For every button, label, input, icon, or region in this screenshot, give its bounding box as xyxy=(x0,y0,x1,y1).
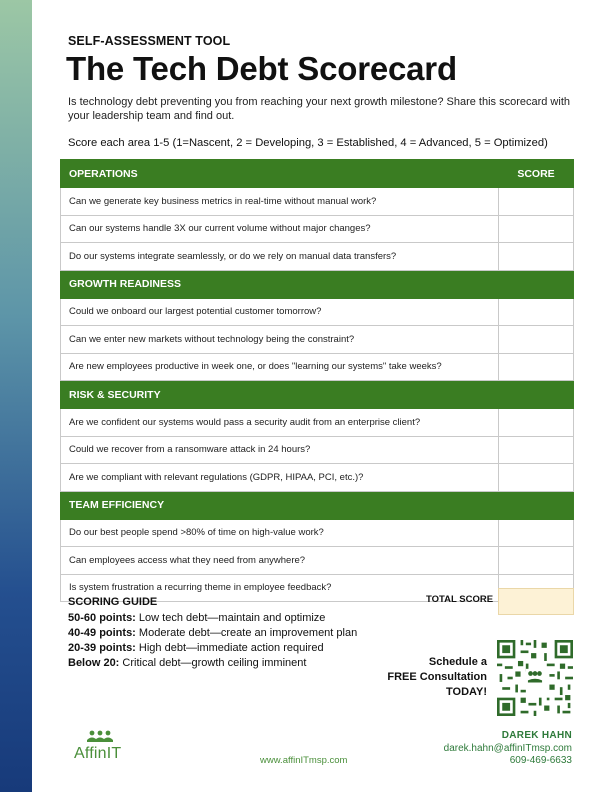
decorative-side-bar xyxy=(0,0,32,792)
score-range: 20-39 points: xyxy=(68,642,136,654)
section-title: GROWTH READINESS xyxy=(61,270,574,298)
section-header-risk-security xyxy=(61,381,574,409)
cta-line: FREE Consultation xyxy=(387,671,487,683)
question-text: Can we enter new markets without technology being the constraint? xyxy=(61,326,499,354)
score-input-cell[interactable] xyxy=(499,353,574,381)
logo-text: AffinIT xyxy=(74,745,122,762)
score-input-cell[interactable] xyxy=(499,215,574,243)
score-input-cell[interactable] xyxy=(499,409,574,437)
question-text: Could we recover from a ransomware attack in 24 hours? xyxy=(61,436,499,464)
scorecard-table xyxy=(60,159,574,602)
score-description: Moderate debt—create an improvement plan xyxy=(138,627,358,639)
section-title: TEAM EFFICIENCY xyxy=(61,491,574,519)
scoring-guide-item xyxy=(68,611,357,626)
question-text: Can employees access what they need from anywhere? xyxy=(61,547,499,575)
total-score-box[interactable] xyxy=(498,588,574,615)
score-range: 40-49 points: xyxy=(68,627,136,639)
table-row xyxy=(61,188,574,216)
cta-line: TODAY! xyxy=(446,686,487,698)
section-header-growth-readiness xyxy=(61,270,574,298)
table-row xyxy=(61,353,574,381)
table-row xyxy=(61,519,574,547)
score-input-cell[interactable] xyxy=(499,243,574,271)
contact-email[interactable]: darek.hahn@affinITmsp.com xyxy=(443,742,572,754)
question-text: Could we onboard our largest potential customer tomorrow? xyxy=(61,298,499,326)
score-input-cell[interactable] xyxy=(499,188,574,216)
score-description: High debt—immediate action required xyxy=(138,642,324,654)
score-input-cell[interactable] xyxy=(499,464,574,492)
table-row xyxy=(61,298,574,326)
score-input-cell[interactable] xyxy=(499,326,574,354)
scoring-instructions: Score each area 1-5 (1=Nascent, 2 = Developing, 3 = Established, 4 = Advanced, 5 = Optimized) xyxy=(68,137,548,149)
table-row xyxy=(61,243,574,271)
question-text: Are new employees productive in week one, or does "learning our systems" take weeks? xyxy=(61,353,499,381)
kicker: SELF-ASSESSMENT TOOL xyxy=(68,34,231,48)
score-range: 50-60 points: xyxy=(68,612,136,624)
question-text: Can we generate key business metrics in real-time without manual work? xyxy=(61,188,499,216)
question-text: Do our best people spend >80% of time on high-value work? xyxy=(61,519,499,547)
section-title: OPERATIONS xyxy=(61,160,499,188)
scoring-guide-item xyxy=(68,626,357,641)
section-header-team-efficiency xyxy=(61,491,574,519)
page-title: The Tech Debt Scorecard xyxy=(66,50,457,87)
table-row xyxy=(61,215,574,243)
score-description: Critical debt—growth ceiling imminent xyxy=(122,657,307,669)
score-input-cell[interactable] xyxy=(499,519,574,547)
question-text: Is system frustration a recurring theme in employee feedback? xyxy=(61,574,499,602)
scoring-guide-item xyxy=(68,641,357,656)
table-row xyxy=(61,547,574,575)
section-header-operations xyxy=(61,160,574,188)
table-row xyxy=(61,436,574,464)
scoring-guide xyxy=(68,611,357,671)
total-score-label: TOTAL SCORE xyxy=(426,594,494,605)
score-input-cell[interactable] xyxy=(499,547,574,575)
scoring-guide-item xyxy=(68,656,357,671)
contact-block xyxy=(444,730,572,768)
section-title: RISK & SECURITY xyxy=(61,381,574,409)
qr-code-icon[interactable] xyxy=(497,640,573,716)
scoring-guide-title: SCORING GUIDE xyxy=(68,596,158,608)
table-row xyxy=(61,464,574,492)
score-header: SCORE xyxy=(499,160,574,188)
website-link[interactable]: www.affinITmsp.com xyxy=(260,755,348,766)
question-text: Are we compliant with relevant regulations (GDPR, HIPAA, PCI, etc.)? xyxy=(61,464,499,492)
score-range: Below 20: xyxy=(68,657,120,669)
score-input-cell[interactable] xyxy=(499,298,574,326)
cta-line: Schedule a xyxy=(428,656,487,668)
intro-text: Is technology debt preventing you from reaching your next growth milestone? Share this scorecard with your leadership team and find out. xyxy=(68,96,570,122)
question-text: Do our systems integrate seamlessly, or do we rely on manual data transfers? xyxy=(61,243,499,271)
consultation-cta xyxy=(380,655,487,700)
score-input-cell[interactable] xyxy=(499,436,574,464)
contact-name: DAREK HAHN xyxy=(501,730,572,741)
score-description: Low tech debt—maintain and optimize xyxy=(138,612,326,624)
contact-phone[interactable]: 609-469-6633 xyxy=(509,755,572,766)
question-text: Can our systems handle 3X our current volume without major changes? xyxy=(61,215,499,243)
question-text: Are we confident our systems would pass a security audit from an enterprise client? xyxy=(61,409,499,437)
table-row xyxy=(61,326,574,354)
table-row xyxy=(61,409,574,437)
